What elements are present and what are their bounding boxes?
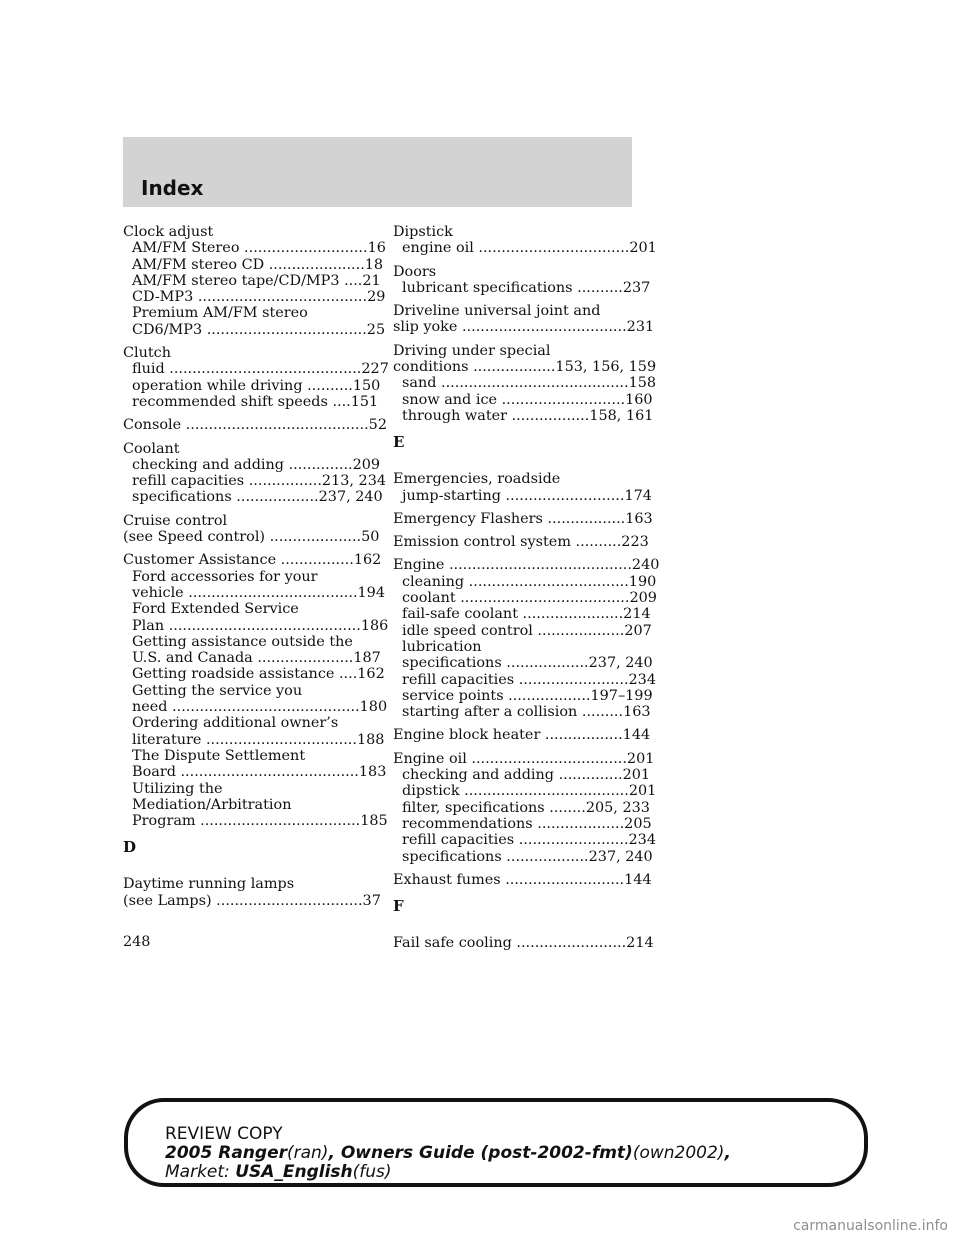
index-subentry-line: engine oil .................................201 — [402, 240, 657, 257]
page-number: 248 — [123, 934, 151, 950]
index-subentry-line: recommendations ...................205 — [402, 815, 652, 832]
index-entry — [393, 303, 655, 336]
index-subentry-line: Ordering additional owner’s — [132, 715, 339, 732]
index-entry-line: Customer Assistance ................162 — [123, 552, 382, 569]
index-entry-line: Cruise control — [123, 512, 228, 529]
index-entry — [393, 342, 657, 424]
index-entry-line: slip yoke ....................................231 — [393, 319, 655, 336]
review-copy-label: REVIEW COPY — [165, 1124, 283, 1144]
index-entry — [393, 727, 651, 744]
index-entry-line: Fail safe cooling ........................214 — [393, 935, 654, 952]
index-subentry-line: cleaning ...................................190 — [402, 573, 657, 590]
index-subentry-line: Plan ..........................................186 — [132, 617, 389, 634]
index-entry — [393, 871, 652, 888]
index-entry — [393, 510, 653, 527]
market-name: USA_English — [235, 1162, 353, 1182]
index-subentry-line: Getting assistance outside the — [132, 633, 353, 650]
index-subentry-line: operation while driving ..........150 — [132, 377, 381, 394]
index-entry — [393, 534, 649, 551]
index-entry — [393, 750, 657, 865]
index-subentry-line: fail-safe coolant ......................214 — [402, 606, 651, 623]
index-subentry-line: starting after a collision .........163 — [402, 704, 651, 721]
index-entry-line: Driveline universal joint and — [393, 303, 601, 320]
index-subentry-line: specifications ..................237, 240 — [402, 848, 653, 865]
index-subentry-line: checking and adding ..............201 — [402, 767, 651, 784]
model-name: 2005 Ranger — [165, 1143, 287, 1163]
index-subentry-line: AM/FM stereo tape/CD/MP3 ....21 — [132, 272, 381, 289]
index-subentry-line: specifications ..................237, 240 — [132, 489, 383, 506]
index-subentry-line: through water .................158, 161 — [402, 407, 654, 424]
index-column-right — [393, 224, 660, 958]
index-entry — [123, 512, 380, 546]
index-subentry-line: service points ..................197–199 — [402, 687, 653, 704]
guide-comma: , — [724, 1143, 731, 1163]
index-entry-line: Coolant — [123, 440, 180, 457]
section-letter: E — [393, 433, 405, 452]
index-entry-line: (see Speed control) ....................50 — [123, 529, 380, 546]
index-subentry-line: Ford accessories for your — [132, 568, 318, 585]
index-entry-line: Console ........................................52 — [123, 417, 387, 434]
section-letter: D — [123, 838, 137, 857]
index-entry — [393, 224, 657, 257]
index-subentry-line: specifications ..................237, 240 — [402, 655, 653, 672]
index-subentry-line: Board .......................................183 — [132, 764, 387, 781]
index-entry — [393, 471, 652, 504]
index-entry — [393, 557, 660, 721]
index-subentry-line: Getting the service you — [132, 682, 303, 699]
index-subentry-line: refill capacities ................213, 234 — [132, 473, 387, 490]
index-subentry-line: Utilizing the — [132, 780, 223, 797]
index-entry-line: Driving under special — [393, 342, 551, 359]
index-entry-line: Exhaust fumes ..........................144 — [393, 871, 652, 888]
index-entry — [123, 345, 389, 410]
index-subentry-line: dipstick ....................................201 — [402, 783, 657, 800]
index-entry — [123, 224, 386, 338]
index-entry-line: Emergencies, roadside — [393, 471, 561, 488]
index-subentry-line: Ford Extended Service — [132, 601, 299, 618]
review-copy-text — [165, 1125, 731, 1182]
index-subentry-line: Premium AM/FM stereo — [132, 305, 308, 322]
index-entry — [123, 417, 387, 434]
index-entry-line: Daytime running lamps — [123, 876, 295, 893]
index-entry — [123, 440, 387, 506]
index-subentry-line: U.S. and Canada .....................187 — [132, 650, 381, 667]
index-subentry-line: need .........................................180 — [132, 699, 388, 716]
index-column-left — [123, 224, 389, 916]
index-entry-line: Engine block heater .................144 — [393, 727, 651, 744]
index-subentry-line: refill capacities ........................234 — [402, 832, 656, 849]
guide-name: , Owners Guide (post-2002-fmt) — [328, 1143, 633, 1163]
index-subentry-line: vehicle .....................................194 — [132, 584, 385, 601]
index-entry-line: Clock adjust — [123, 224, 214, 240]
index-entry-line: Emission control system ..........223 — [393, 534, 649, 551]
index-entry — [393, 935, 654, 952]
index-subentry-line: CD-MP3 .....................................29 — [132, 289, 386, 306]
index-subentry-line: lubrication — [402, 638, 482, 655]
index-subentry-line: recommended shift speeds ....151 — [132, 393, 379, 410]
index-entry — [393, 263, 651, 297]
page-title: Index — [141, 176, 204, 200]
index-subentry-line: idle speed control ...................207 — [402, 622, 652, 639]
section-letter: F — [393, 897, 404, 916]
index-subentry-line: snow and ice ...........................160 — [402, 391, 653, 408]
index-entry-line: Doors — [393, 263, 437, 280]
index-subentry-line: AM/FM Stereo ...........................16 — [132, 240, 386, 257]
index-subentry-line: Program ...................................185 — [132, 813, 388, 830]
watermark: carmanualsonline.info — [793, 1218, 948, 1234]
index-entry-line: Clutch — [123, 345, 171, 362]
index-entry-line: conditions ..................153, 156, 159 — [393, 359, 657, 376]
index-entry-line: (see Lamps) ................................37 — [123, 892, 381, 909]
review-copy-guide-line — [165, 1144, 731, 1163]
index-entry-line: Engine oil ..................................201 — [393, 750, 655, 767]
index-subentry-line: coolant .....................................209 — [402, 590, 657, 607]
index-entry — [123, 876, 381, 909]
index-subentry-line: Mediation/Arbitration — [132, 796, 292, 813]
index-entry-line: Engine ........................................240 — [393, 557, 660, 574]
guide-code: (own2002) — [632, 1143, 725, 1163]
model-code: (ran) — [286, 1143, 329, 1163]
index-subentry-line: checking and adding ..............209 — [132, 456, 381, 473]
index-subentry-line: Getting roadside assistance ....162 — [132, 666, 385, 683]
review-copy-market-line — [165, 1163, 731, 1182]
index-subentry-line: sand .........................................158 — [402, 375, 657, 392]
index-entry-line: Dipstick — [393, 224, 453, 240]
market-code: (fus) — [352, 1162, 392, 1182]
market-label: Market: — [165, 1162, 230, 1182]
index-subentry-line: The Dispute Settlement — [132, 747, 306, 764]
index-subentry-line: lubricant specifications ..........237 — [402, 279, 651, 296]
index-entry-line: Emergency Flashers .................163 — [393, 510, 653, 527]
index-subentry-line: AM/FM stereo CD .....................18 — [132, 256, 384, 273]
index-subentry-line: fluid ..........................................227 — [132, 361, 389, 378]
index-subentry-line: CD6/MP3 ...................................25 — [132, 321, 386, 338]
index-entry — [123, 552, 389, 830]
index-subentry-line: filter, specifications ........205, 233 — [402, 799, 650, 816]
index-subentry-line: refill capacities ........................234 — [402, 671, 656, 688]
index-subentry-line: jump-starting ..........................174 — [402, 487, 652, 504]
index-subentry-line: literature .................................188 — [132, 731, 385, 748]
